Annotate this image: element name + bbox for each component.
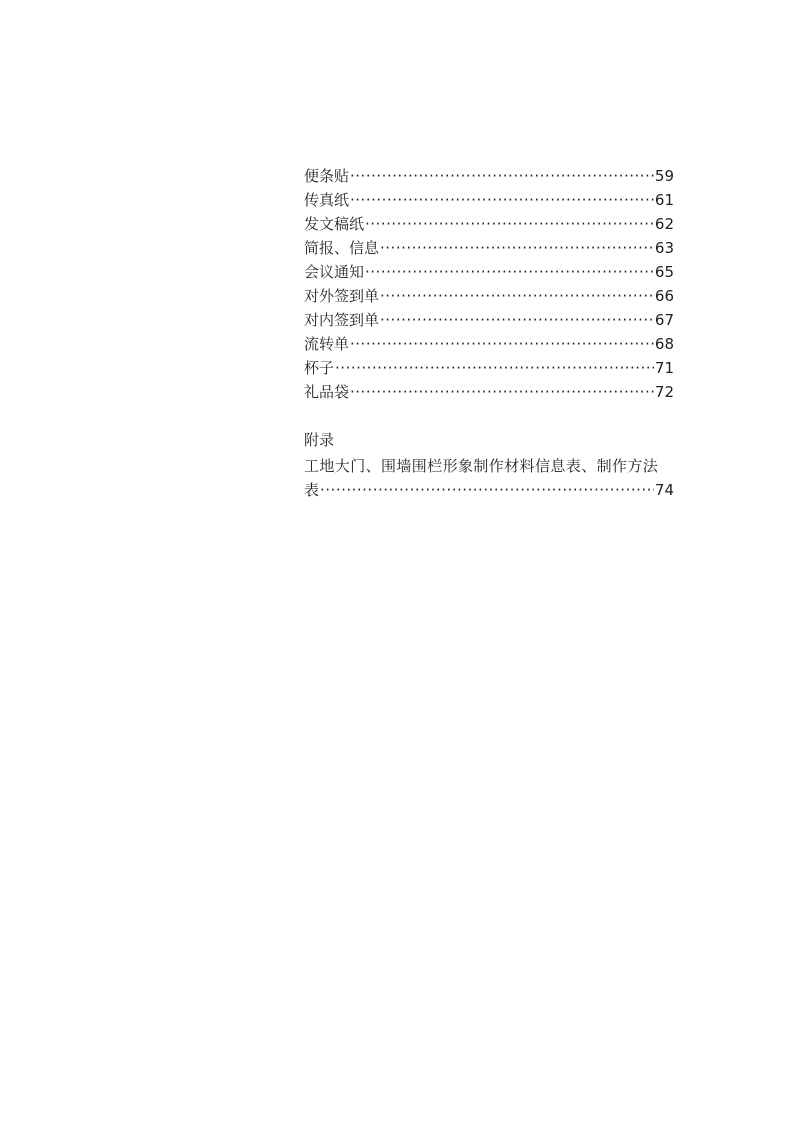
toc-entry-label: 杯子 xyxy=(304,359,335,377)
table-of-contents xyxy=(304,164,674,404)
toc-entry-page: 67 xyxy=(654,311,674,329)
toc-entry-label: 对内签到单 xyxy=(304,311,380,329)
toc-entry-label: 礼品袋 xyxy=(304,383,350,401)
toc-entry-label: 流转单 xyxy=(304,335,350,353)
toc-entry-8[interactable] xyxy=(304,356,674,380)
toc-entry-page: 62 xyxy=(654,215,674,233)
toc-entry-0[interactable] xyxy=(304,164,674,188)
toc-leader-dots xyxy=(350,380,654,404)
toc-entry-5[interactable] xyxy=(304,284,674,308)
toc-entry-page: 65 xyxy=(654,263,674,281)
toc-entry-4[interactable] xyxy=(304,260,674,284)
toc-leader-dots xyxy=(350,164,654,188)
appendix-entry-page: 74 xyxy=(654,481,674,499)
toc-entry-page: 71 xyxy=(654,359,674,377)
toc-entry-label: 便条贴 xyxy=(304,167,350,185)
toc-entry-page: 72 xyxy=(654,383,674,401)
appendix-heading: 附录 xyxy=(304,431,335,449)
toc-entry-9[interactable] xyxy=(304,380,674,404)
appendix-entry[interactable] xyxy=(304,478,674,502)
toc-leader-dots xyxy=(335,356,654,380)
toc-entry-page: 59 xyxy=(654,167,674,185)
appendix-entry-label-line2: 表 xyxy=(304,481,320,499)
toc-entry-label: 对外签到单 xyxy=(304,287,380,305)
toc-entry-1[interactable] xyxy=(304,188,674,212)
toc-entry-6[interactable] xyxy=(304,308,674,332)
appendix-section xyxy=(304,428,674,502)
toc-entry-page: 63 xyxy=(654,239,674,257)
toc-leader-dots xyxy=(350,188,654,212)
toc-entry-label: 传真纸 xyxy=(304,191,350,209)
toc-entry-2[interactable] xyxy=(304,212,674,236)
toc-entry-page: 68 xyxy=(654,335,674,353)
toc-leader-dots xyxy=(380,284,654,308)
toc-entry-label: 简报、信息 xyxy=(304,239,380,257)
toc-leader-dots xyxy=(365,212,654,236)
toc-leader-dots xyxy=(350,332,654,356)
appendix-entry-label-line1[interactable]: 工地大门、围墙围栏形象制作材料信息表、制作方法 xyxy=(304,457,659,475)
toc-entry-3[interactable] xyxy=(304,236,674,260)
toc-entry-page: 61 xyxy=(654,191,674,209)
toc-entry-label: 发文稿纸 xyxy=(304,215,365,233)
toc-leader-dots xyxy=(365,260,654,284)
toc-entry-page: 66 xyxy=(654,287,674,305)
toc-leader-dots xyxy=(320,478,654,502)
toc-leader-dots xyxy=(380,308,654,332)
toc-entry-7[interactable] xyxy=(304,332,674,356)
toc-entry-label: 会议通知 xyxy=(304,263,365,281)
toc-leader-dots xyxy=(380,236,654,260)
